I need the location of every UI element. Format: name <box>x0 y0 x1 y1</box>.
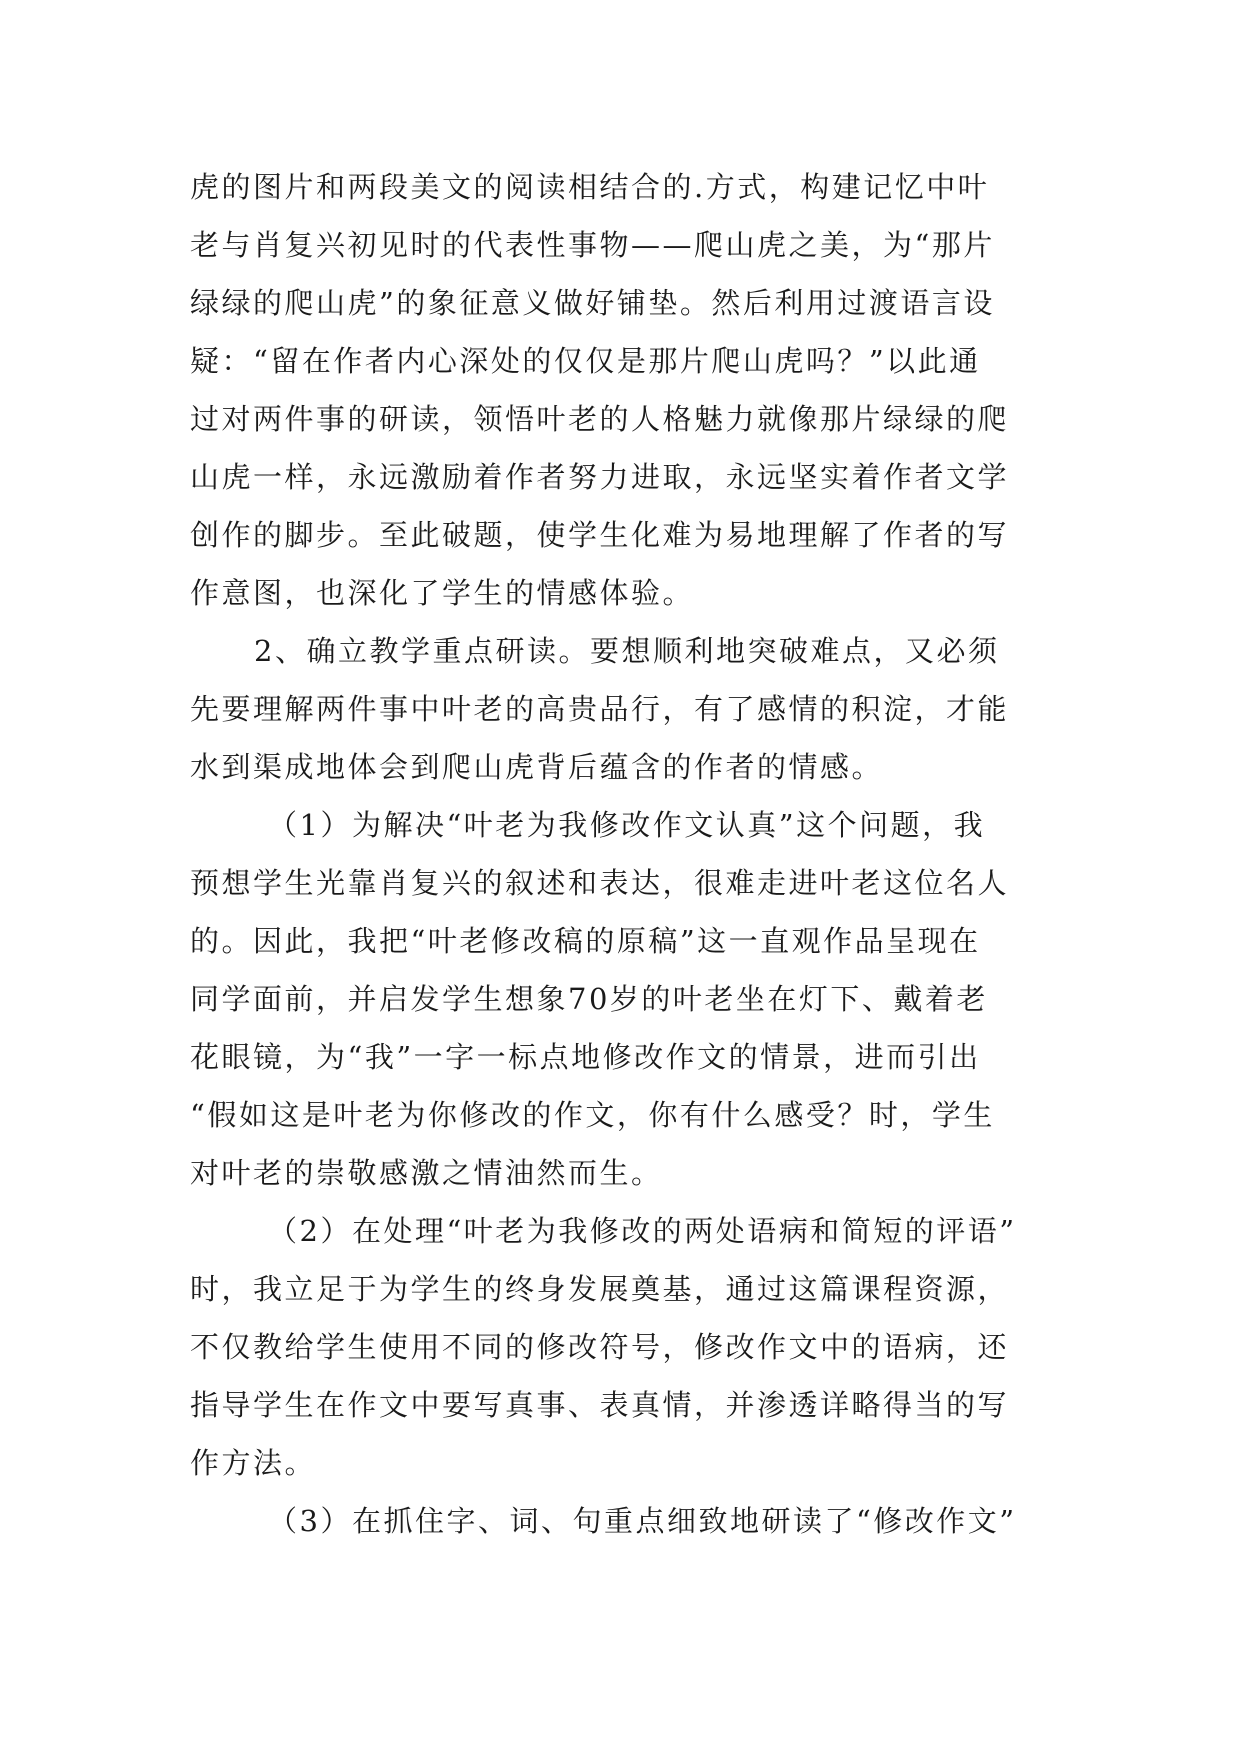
text-line: 水到渠成地体会到爬山虎背后蕴含的作者的情感。 <box>190 750 884 784</box>
body-text <box>190 158 1050 1550</box>
text-line: 过对两件事的研读，领悟叶老的人格魅力就像那片绿绿的爬 <box>190 402 1010 436</box>
paragraph-start-line: 2、确立教学重点研读。要想顺利地突破难点，又必须 <box>254 634 1000 668</box>
text-line: 山虎一样，永远激励着作者努力进取，永远坚实着作者文学 <box>190 460 1010 494</box>
text-line: 预想学生光靠肖复兴的叙述和表达，很难走进叶老这位名人 <box>190 866 1010 900</box>
text-line: 作意图，也深化了学生的情感体验。 <box>190 576 695 610</box>
text-line: 作方法。 <box>190 1446 317 1480</box>
text-line: 创作的脚步。至此破题，使学生化难为易地理解了作者的写 <box>190 518 1010 552</box>
text-line: 不仅教给学生使用不同的修改符号，修改作文中的语病，还 <box>190 1330 1010 1364</box>
text-line: 对叶老的崇敬感激之情油然而生。 <box>190 1156 663 1190</box>
text-line: 时，我立足于为学生的终身发展奠基，通过这篇课程资源， <box>190 1272 1010 1306</box>
text-line: 虎的图片和两段美文的阅读相结合的.方式，构建记忆中叶 <box>190 170 990 204</box>
paragraph-start-line: （3）在抓住字、词、句重点细致地研读了“修改作文” <box>268 1504 1017 1538</box>
text-line: 花眼镜，为“我”一字一标点地修改作文的情景，进而引出 <box>190 1040 981 1074</box>
text-line: 绿绿的爬山虎”的象征意义做好铺垫。然后利用过渡语言设 <box>190 286 995 320</box>
text-line: 同学面前，并启发学生想象70岁的叶老坐在灯下、戴着老 <box>190 982 988 1016</box>
text-line: 老与肖复兴初见时的代表性事物——爬山虎之美，为“那片 <box>190 228 995 262</box>
text-line: 的。因此，我把“叶老修改稿的原稿”这一直观作品呈现在 <box>190 924 981 958</box>
text-line: 疑：“留在作者内心深处的仅仅是那片爬山虎吗？”以此通 <box>190 344 981 378</box>
text-line: 先要理解两件事中叶老的高贵品行，有了感情的积淀，才能 <box>190 692 1010 726</box>
text-line: 指导学生在作文中要写真事、表真情，并渗透详略得当的写 <box>190 1388 1010 1422</box>
paragraph-start-line: （2）在处理“叶老为我修改的两处语病和简短的评语” <box>268 1214 1017 1248</box>
text-line: “假如这是叶老为你修改的作文，你有什么感受？时，学生 <box>190 1098 995 1132</box>
paragraph-start-line: （1）为解决“叶老为我修改作文认真”这个问题，我 <box>268 808 986 842</box>
